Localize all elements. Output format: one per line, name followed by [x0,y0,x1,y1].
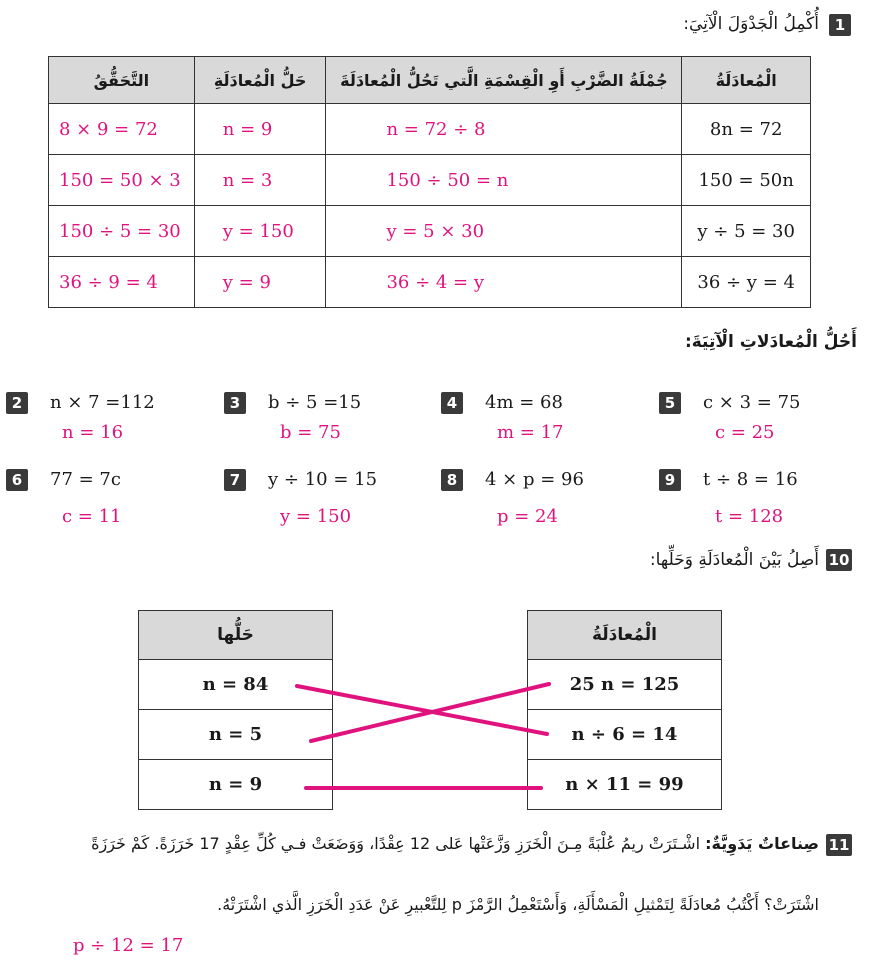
question-number-badge: 1 [829,14,851,36]
problem-answer: n = 16 [62,422,124,443]
equation-item: 25 n = 125 [528,660,721,710]
cell-sentence: 36 ÷ 4 = y [326,257,682,308]
q11-title: صِناعاتٌ يَدَوِيَّةٌ: [705,834,819,853]
cell-equation: 36 ÷ y = 4 [682,257,811,308]
cell-equation: y ÷ 5 = 30 [682,206,811,257]
problem-answer: c = 11 [62,506,122,527]
problem-question: c × 3 = 75 [703,392,801,413]
equation-item: n ÷ 6 = 14 [528,710,721,760]
problem-answer: b = 75 [280,422,341,443]
header-equation: الْمُعادَلَةُ [682,57,811,104]
equation-item: n × 11 = 99 [565,774,684,795]
q11-text-1: اشْـتَرَتْ ريمُ عُلْبَةً مِـنَ الْخَرَزِ وَزَّعَتْها عَلى 12 عِقْدًا، وَوَضَعَتْ فـي كُلِّ عِقْدٍ 17 خَرَزَةً. كَمْ خَرَزَةً [91,834,701,853]
cell-solution: n = 9 [194,104,326,155]
cell-check: 8 × 9 = 72 [49,104,195,155]
problem-number-badge: 4 [441,392,463,414]
problem-question: 4m = 68 [485,392,563,413]
equations-header: الْمُعادَلَةُ [528,611,721,660]
question-number-badge: 11 [826,834,852,856]
problem-number-badge: 2 [6,392,28,414]
cell-check: 150 = 50 × 3 [49,155,195,206]
problem-answer: m = 17 [497,422,564,443]
cell-solution: y = 9 [194,257,326,308]
problem-number-badge: 7 [224,469,246,491]
cell-solution: n = 3 [194,155,326,206]
solution-item: n = 5 [139,710,332,760]
problem-answer: c = 25 [715,422,775,443]
problem-question: 4 × p = 96 [485,469,584,490]
cell-sentence: n = 72 ÷ 8 [326,104,682,155]
q11-answer: p ÷ 12 = 17 [73,935,184,956]
header-sentence: جُمْلَةُ الضَّرْبِ أَوِ الْقِسْمَةِ الَّتي تَحُلُّ الْمُعادَلَةَ [326,57,682,104]
problem-question: n × 7 =112 [50,392,155,413]
cell-equation: 8n = 72 [682,104,811,155]
cell-sentence: 150 ÷ 50 = n [326,155,682,206]
cell-check: 150 ÷ 5 = 30 [49,206,195,257]
q10-instruction: أَصِلُ بَيْنَ الْمُعادَلَةِ وَحَلِّها: [649,550,819,570]
q1-instruction: أُكْمِلُ الْجَدْوَلَ الْآتِيَ: [683,14,819,34]
question-number-badge: 10 [826,549,852,571]
problem-number-badge: 5 [659,392,681,414]
cell-sentence: y = 5 × 30 [326,206,682,257]
header-check: التَّحَقُّقُ [49,57,195,104]
match-line-5 [311,684,549,741]
q11-line1 [91,834,819,853]
cell-check: 36 ÷ 9 = 4 [49,257,195,308]
problem-answer: y = 150 [280,506,352,527]
problem-answer: p = 24 [497,506,558,527]
problem-question: b ÷ 5 =15 [268,392,362,413]
solution-item: n = 9 [208,774,263,795]
cell-equation: 150 = 50n [682,155,811,206]
problem-number-badge: 3 [224,392,246,414]
solutions-header: حَلُّها [139,611,332,660]
solution-item: n = 84 [139,660,332,710]
solve-heading: أَحُلُّ الْمُعادَلاتِ الْآتِيَةَ: [684,332,857,352]
cell-solution: y = 150 [194,206,326,257]
header-solution: حَلُّ الْمُعادَلَةِ [194,57,326,104]
problem-number-badge: 8 [441,469,463,491]
problem-number-badge: 9 [659,469,681,491]
problem-question: 77 = 7c [50,469,121,490]
q11-line2: اشْتَرَتْ؟ أَكْتُبُ مُعادَلَةً لِتَمْثيلِ الْمَسْأَلَةِ، وَأَسْتَعْمِلُ الرَّمْزَ p لِلتَّعْبيرِ عَنْ عَدَدِ الْخَرَزِ الَّذي اشْتَرَتْهُ. [217,895,819,914]
problem-question: y ÷ 10 = 15 [268,469,378,490]
problem-answer: t = 128 [715,506,784,527]
problem-number-badge: 6 [6,469,28,491]
problem-question: t ÷ 8 = 16 [703,469,798,490]
